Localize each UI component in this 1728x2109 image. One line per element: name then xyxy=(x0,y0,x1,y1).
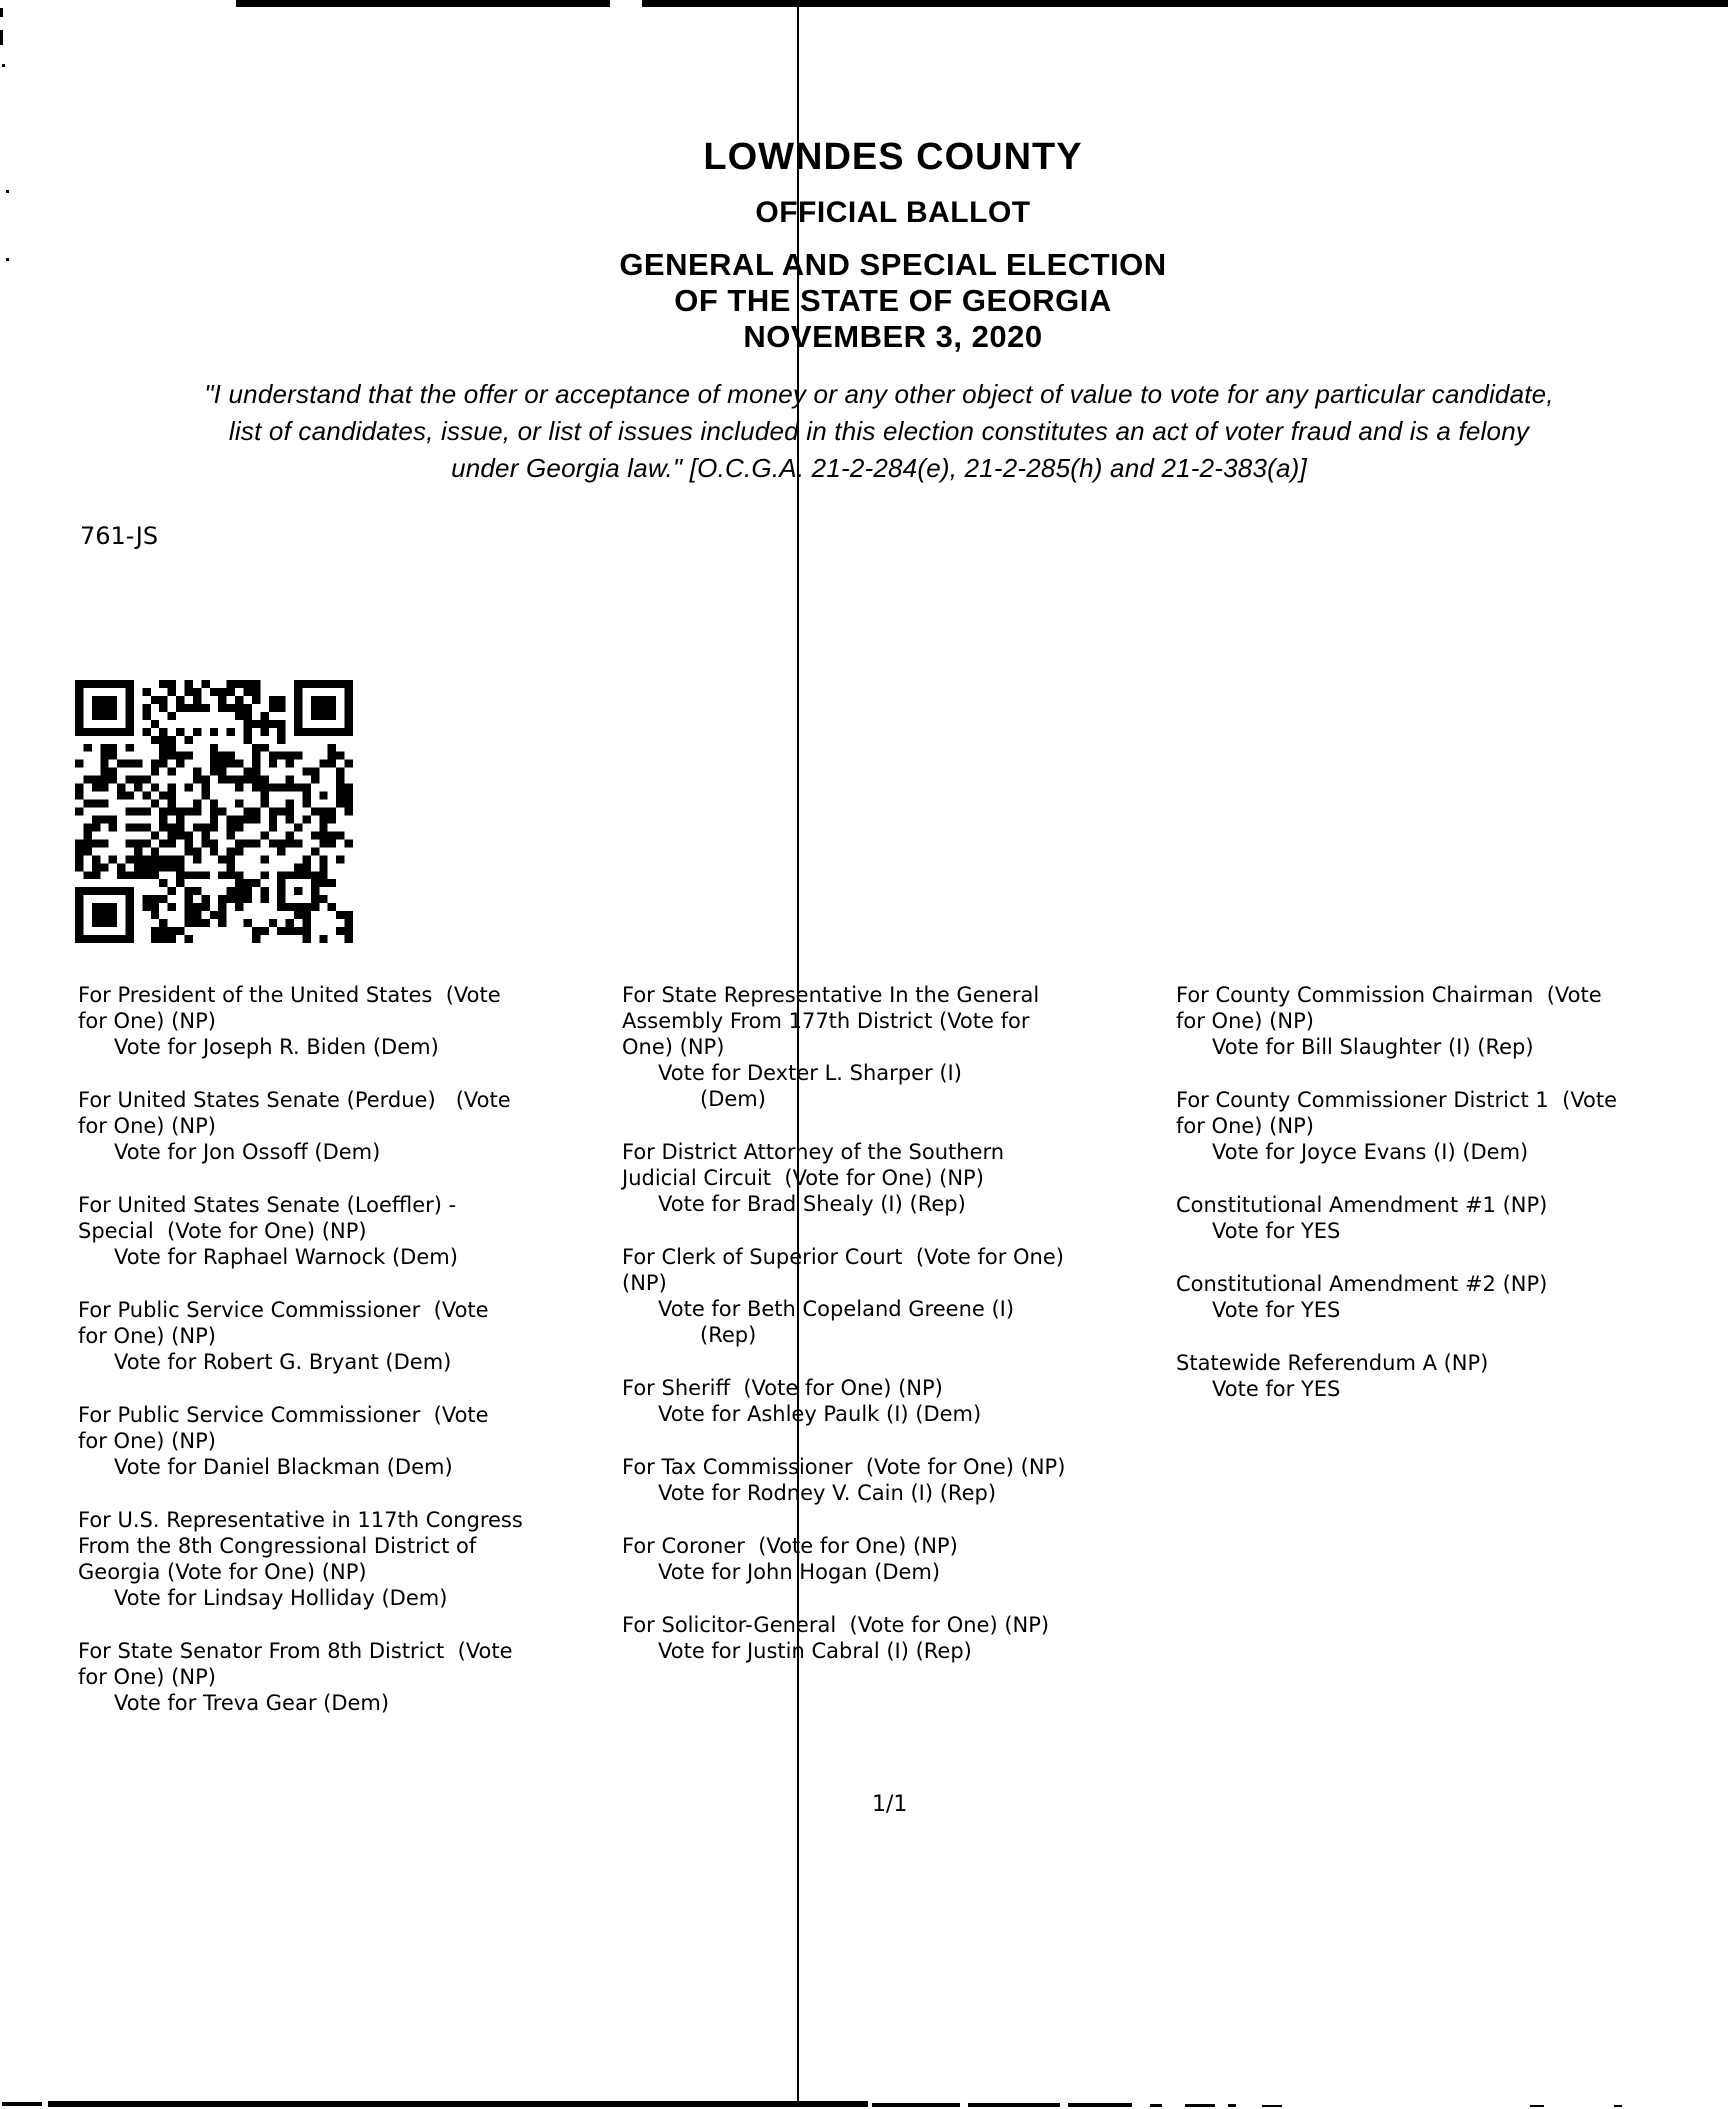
ballot-column-2 xyxy=(622,982,1065,1691)
top-scan-line-right xyxy=(642,0,1728,7)
contest xyxy=(78,1087,523,1165)
contest xyxy=(78,1297,523,1375)
contest-selection-line: Vote for Rodney V. Cain (I) (Rep) xyxy=(658,1481,997,1505)
bottom-scan-line xyxy=(1228,2104,1236,2107)
contest xyxy=(622,1533,1065,1585)
contest xyxy=(1176,982,1617,1060)
contest-title-line: For County Commissioner District 1 (Vote xyxy=(1176,1088,1618,1112)
contest-title-line: for One) (NP) xyxy=(78,1429,216,1453)
contest xyxy=(622,1375,1065,1427)
contest-selection-line: Vote for Bill Slaughter (I) (Rep) xyxy=(1212,1035,1534,1059)
contest-title-line: for One) (NP) xyxy=(78,1114,216,1138)
contest-selection-line: Vote for Joseph R. Biden (Dem) xyxy=(114,1035,439,1059)
bottom-scan-line xyxy=(1185,2104,1215,2107)
bottom-scan-line xyxy=(1262,2105,1282,2107)
contest xyxy=(622,982,1065,1112)
contest-selection-line: Vote for Treva Gear (Dem) xyxy=(114,1691,390,1715)
edge-mark xyxy=(0,8,3,17)
contest-title-line: For U.S. Representative in 117th Congress xyxy=(78,1508,523,1532)
election-title-line: NOVEMBER 3, 2020 xyxy=(743,319,1043,354)
contest-title-line: Georgia (Vote for One) (NP) xyxy=(78,1560,367,1584)
bottom-scan-line xyxy=(48,2101,868,2107)
ballot-column-1 xyxy=(78,982,523,1743)
contest-title-line: One) (NP) xyxy=(622,1035,725,1059)
contest-selection-line: Vote for Ashley Paulk (I) (Dem) xyxy=(658,1402,982,1426)
contest-title-line: Constitutional Amendment #1 (NP) xyxy=(1176,1193,1548,1217)
bottom-scan-line xyxy=(1068,2103,1132,2107)
voter-fraud-notice-line: under Georgia law." [O.C.G.A. 21-2-284(e), 21-2-285(h) and 21-2-383(a)] xyxy=(451,453,1307,483)
contest xyxy=(1176,1192,1617,1244)
ballot-subtitle: OFFICIAL BALLOT xyxy=(755,196,1031,229)
contest-title-line: For County Commission Chairman (Vote xyxy=(1176,983,1602,1007)
county-title: LOWNDES COUNTY xyxy=(703,136,1083,178)
contest-title-line: For Clerk of Superior Court (Vote for One) xyxy=(622,1245,1064,1269)
contest-title-line: for One) (NP) xyxy=(78,1324,216,1348)
bottom-scan-line xyxy=(968,2103,1060,2107)
contest-selection-line: Vote for Dexter L. Sharper (I) xyxy=(658,1061,962,1085)
contest xyxy=(78,1507,523,1611)
contest-title-line: for One) (NP) xyxy=(78,1009,216,1033)
contest-title-line: for One) (NP) xyxy=(1176,1009,1314,1033)
contest-title-line: For District Attorney of the Southern xyxy=(622,1140,1005,1164)
voter-fraud-notice-line: "I understand that the offer or acceptance of money or any other object of value to vote for any particular candidate, xyxy=(204,379,1554,409)
contest-title-line: for One) (NP) xyxy=(78,1665,216,1689)
contest-title-line: Statewide Referendum A (NP) xyxy=(1176,1351,1489,1375)
contest-title-line: (NP) xyxy=(622,1271,667,1295)
edge-mark xyxy=(6,190,9,193)
contest-title-line: For State Representative In the General xyxy=(622,983,1040,1007)
contest xyxy=(78,982,523,1060)
contest-selection-line: Vote for YES xyxy=(1212,1298,1341,1322)
bottom-scan-line xyxy=(1614,2105,1622,2107)
contest-title-line: For United States Senate (Loeffler) - xyxy=(78,1193,457,1217)
contest-selection-line: Vote for Jon Ossoff (Dem) xyxy=(114,1140,381,1164)
contest-title-line: For Coroner (Vote for One) (NP) xyxy=(622,1534,958,1558)
contest-title-line: Judicial Circuit (Vote for One) (NP) xyxy=(622,1166,984,1190)
contest xyxy=(622,1612,1065,1664)
contest xyxy=(622,1454,1065,1506)
election-title-line: GENERAL AND SPECIAL ELECTION xyxy=(619,247,1167,282)
contest-title-line: For Sheriff (Vote for One) (NP) xyxy=(622,1376,943,1400)
contest xyxy=(78,1638,523,1716)
election-title xyxy=(58,247,1728,355)
bottom-scan-line xyxy=(1150,2104,1162,2107)
contest-selection-line: Vote for Joyce Evans (I) (Dem) xyxy=(1212,1140,1529,1164)
contest-selection-line: Vote for Lindsay Holliday (Dem) xyxy=(114,1586,448,1610)
contest-title-line: For Solicitor-General (Vote for One) (NP) xyxy=(622,1613,1050,1637)
contest xyxy=(1176,1087,1617,1165)
voter-fraud-notice xyxy=(44,376,1714,487)
contest-selection-line: Vote for YES xyxy=(1212,1219,1341,1243)
bottom-scan-line xyxy=(872,2103,960,2107)
ballot-style-code: 761-JS xyxy=(80,522,159,550)
contest-selection-line: Vote for Raphael Warnock (Dem) xyxy=(114,1245,458,1269)
contest-selection-line: Vote for Robert G. Bryant (Dem) xyxy=(114,1350,452,1374)
contest-title-line: For United States Senate (Perdue) (Vote xyxy=(78,1088,511,1112)
election-title-line: OF THE STATE OF GEORGIA xyxy=(674,283,1112,318)
contest-selection-line: Vote for John Hogan (Dem) xyxy=(658,1560,941,1584)
contest-selection-line: Vote for Beth Copeland Greene (I) xyxy=(658,1297,1015,1321)
voter-fraud-notice-line: list of candidates, issue, or list of issues included in this election constitutes an act of voter fraud and is a felony xyxy=(228,416,1530,446)
contest xyxy=(78,1402,523,1480)
contest-title-line: Assembly From 177th District (Vote for xyxy=(622,1009,1030,1033)
bottom-scan-line xyxy=(1530,2105,1544,2107)
contest xyxy=(1176,1350,1617,1402)
contest-selection-line: (Rep) xyxy=(700,1323,757,1347)
contest xyxy=(78,1192,523,1270)
contest-title-line: For Public Service Commissioner (Vote xyxy=(78,1403,489,1427)
contest xyxy=(1176,1271,1617,1323)
contest-title-line: Constitutional Amendment #2 (NP) xyxy=(1176,1272,1548,1296)
contest xyxy=(622,1244,1065,1348)
edge-mark xyxy=(2,64,5,67)
contest-selection-line: Vote for Justin Cabral (I) (Rep) xyxy=(658,1639,972,1663)
top-scan-line-left xyxy=(236,0,610,7)
contest-title-line: For Public Service Commissioner (Vote xyxy=(78,1298,489,1322)
contest-title-line: From the 8th Congressional District of xyxy=(78,1534,477,1558)
contest xyxy=(622,1139,1065,1217)
ballot-heading xyxy=(58,134,1728,355)
contest-title-line: For Tax Commissioner (Vote for One) (NP) xyxy=(622,1455,1066,1479)
edge-mark xyxy=(0,30,3,45)
contest-title-line: for One) (NP) xyxy=(1176,1114,1314,1138)
bottom-scan-line xyxy=(2,2102,42,2106)
contest-title-line: Special (Vote for One) (NP) xyxy=(78,1219,367,1243)
contest-selection-line: Vote for Brad Shealy (I) (Rep) xyxy=(658,1192,966,1216)
qr-code-icon xyxy=(75,680,353,943)
contest-selection-line: Vote for Daniel Blackman (Dem) xyxy=(114,1455,453,1479)
edge-mark xyxy=(6,258,9,261)
contest-selection-line: (Dem) xyxy=(700,1087,766,1111)
contest-title-line: For State Senator From 8th District (Vote xyxy=(78,1639,513,1663)
page-number: 1/1 xyxy=(872,1792,908,1817)
contest-title-line: For President of the United States (Vote xyxy=(78,983,501,1007)
contest-selection-line: Vote for YES xyxy=(1212,1377,1341,1401)
ballot-column-3 xyxy=(1176,982,1617,1429)
